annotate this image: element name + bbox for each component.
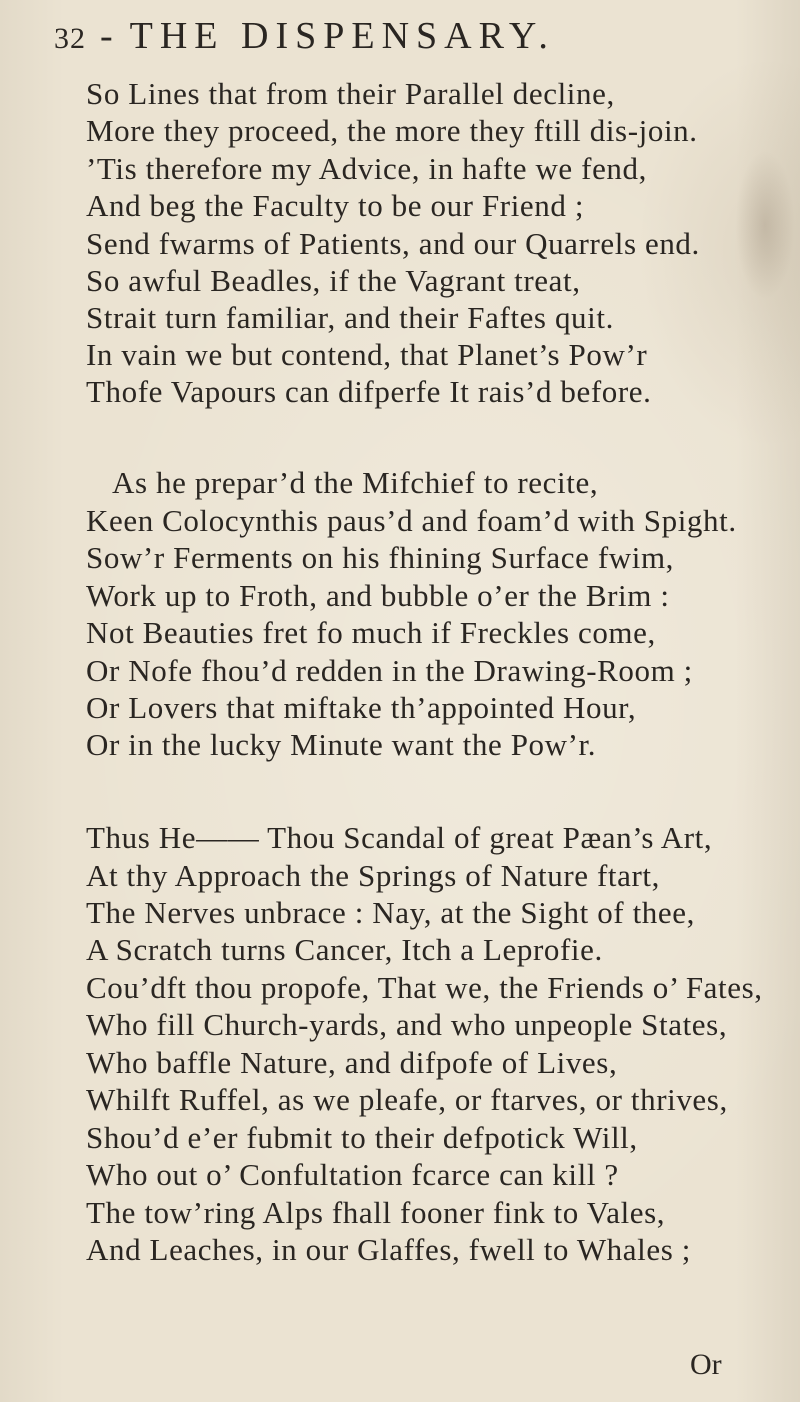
verse-line: As he prepar’d the Mifchief to recite, xyxy=(112,465,599,500)
verse-line: Work up to Froth, and bubble o’er the Brim : xyxy=(86,578,670,613)
verse-line: Who baffle Nature, and difpofe of Lives, xyxy=(86,1045,618,1080)
catchword: Or xyxy=(690,1348,722,1381)
verse-line: Not Beauties fret fo much if Freckles come, xyxy=(86,615,656,650)
running-title: THE DISPENSARY. xyxy=(129,15,555,57)
verse-line: Keen Colocynthis paus’d and foam’d with Spight. xyxy=(86,503,737,538)
verse-line: Or Nofe fhou’d redden in the Drawing-Room ; xyxy=(86,653,693,688)
verse-line: Who fill Church-yards, and who unpeople States, xyxy=(86,1007,728,1042)
verse-line: Or Lovers that miftake th’appointed Hour, xyxy=(86,690,637,725)
verse-line: Cou’dft thou propofe, That we, the Friends o’ Fates, xyxy=(86,970,763,1005)
verse-line: Send fwarms of Patients, and our Quarrels end. xyxy=(86,226,700,261)
verse-line: Thofe Vapours can difperfe It rais’d before. xyxy=(86,374,652,409)
verse-line: So Lines that from their Parallel decline, xyxy=(86,76,615,111)
verse-line: So awful Beadles, if the Vagrant treat, xyxy=(86,263,581,298)
verse-line: And Leaches, in our Glaffes, fwell to Whales ; xyxy=(86,1232,691,1267)
paper-stain xyxy=(735,150,795,300)
header-separator: - xyxy=(100,15,118,57)
verse-line: And beg the Faculty to be our Friend ; xyxy=(86,188,585,223)
verse-line: A Scratch turns Cancer, Itch a Leprofie. xyxy=(86,932,603,967)
verse-line: The tow’ring Alps fhall fooner fink to Vales, xyxy=(86,1195,666,1230)
verse-line: The Nerves unbrace : Nay, at the Sight of thee, xyxy=(86,895,695,930)
verse-line: Sow’r Ferments on his fhining Surface fwim, xyxy=(86,540,675,575)
verse-line: Who out o’ Confultation fcarce can kill ? xyxy=(86,1157,619,1192)
verse-line: In vain we but contend, that Planet’s Pow’r xyxy=(86,337,648,372)
page-number: 32 xyxy=(54,22,86,55)
running-head xyxy=(54,14,555,58)
verse-line: ’Tis therefore my Advice, in hafte we fend, xyxy=(86,151,647,186)
verse-line: More they proceed, the more they ftill dis-join. xyxy=(86,113,698,148)
verse-line: Strait turn familiar, and their Faftes quit. xyxy=(86,300,614,335)
verse-line: Or in the lucky Minute want the Pow’r. xyxy=(86,727,597,762)
verse-line: At thy Approach the Springs of Nature ftart, xyxy=(86,858,660,893)
verse-line: Shou’d e’er fubmit to their defpotick Will, xyxy=(86,1120,638,1155)
verse-line: Thus He—— Thou Scandal of great Pæan’s Art, xyxy=(86,820,713,855)
verse-line: Whilft Ruffel, as we pleafe, or ftarves, or thrives, xyxy=(86,1082,728,1117)
